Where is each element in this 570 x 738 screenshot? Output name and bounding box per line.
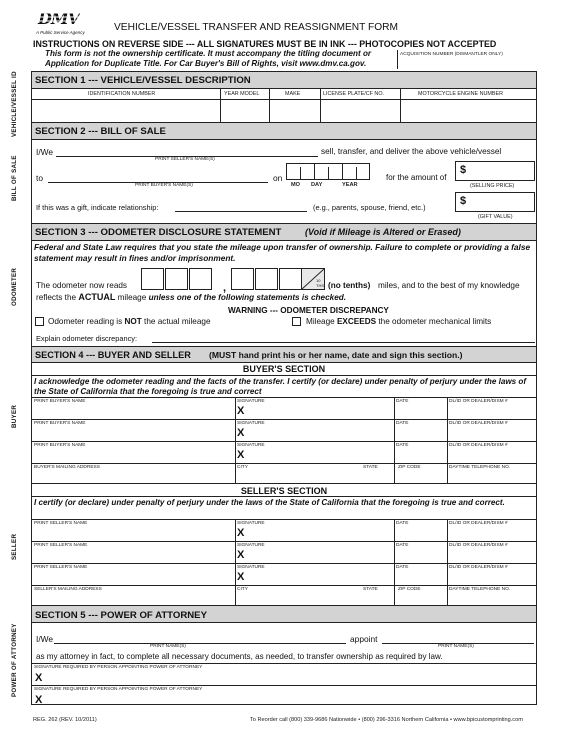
appoint-label: appoint bbox=[350, 634, 378, 644]
odometer-not-actual-checkbox[interactable] bbox=[35, 317, 44, 326]
section2-title: SECTION 2 --- BILL OF SALE bbox=[35, 126, 166, 137]
date-label: DATE bbox=[396, 399, 409, 404]
buyer-row-1 bbox=[31, 397, 537, 419]
form-title: VEHICLE/VESSEL TRANSFER AND REASSIGNMENT FORM bbox=[114, 22, 398, 33]
gift-relationship-line[interactable] bbox=[175, 211, 307, 212]
signature-x-mark: X bbox=[237, 427, 245, 439]
state-label: STATE bbox=[363, 465, 378, 470]
date-day-label: DAY bbox=[311, 182, 323, 188]
reorder-text: To Reorder call (800) 339-9686 Nationwide • (800) 296-3316 Northern California • www.bpicustomprinting.com bbox=[250, 717, 523, 723]
signature-x-mark: X bbox=[237, 449, 245, 461]
odometer-warning: WARNING --- ODOMETER DISCREPANCY bbox=[228, 306, 389, 315]
no-tenths-label: (no tenths) bbox=[328, 281, 371, 290]
signature-x-mark: X bbox=[237, 571, 245, 583]
section4-title-note: (MUST hand print his or her name, date and sign this section.) bbox=[209, 350, 463, 360]
print-buyer-name-label: PRINT BUYER'S NAME bbox=[34, 421, 86, 426]
dl-id-label: DL/ID OR DEALER/DISM # bbox=[449, 565, 508, 570]
i-we-label: I/We bbox=[36, 147, 54, 157]
col-make: MAKE bbox=[285, 91, 301, 97]
odometer-digits[interactable]: , bbox=[141, 268, 325, 290]
print-buyer-name-label: PRINT BUYER'S NAME bbox=[34, 399, 86, 404]
opt2-exceeds: EXCEEDS bbox=[336, 317, 377, 326]
seller-row-1 bbox=[31, 519, 537, 541]
license-plate-field[interactable] bbox=[321, 100, 399, 121]
buyers-section-heading: BUYER'S SECTION bbox=[242, 364, 326, 374]
col-identification-number: IDENTIFICATION NUMBER bbox=[88, 91, 156, 97]
dmv-logo-mark bbox=[36, 10, 88, 26]
logo-text: DMV bbox=[38, 10, 79, 26]
section3-title: SECTION 3 --- ODOMETER DISCLOSURE STATEMENT bbox=[35, 227, 282, 238]
note-line-2: Application for Duplicate Title. For Car Buyer's Bill of Rights, visit www.dmv.ca.gov. bbox=[45, 59, 367, 68]
side-label-seller: SELLER bbox=[11, 533, 18, 560]
zip-label: ZIP CODE bbox=[398, 465, 421, 470]
signature-x-mark: X bbox=[237, 527, 245, 539]
to-label: to bbox=[36, 173, 43, 183]
seller-row-2 bbox=[31, 541, 537, 563]
col-motorcycle-engine: MOTORCYCLE ENGINE NUMBER bbox=[418, 91, 503, 97]
date-label: DATE bbox=[396, 521, 409, 526]
print-seller-name-label: PRINT SELLER'S NAME bbox=[34, 565, 88, 570]
gift-value-dollar: $ bbox=[460, 195, 467, 207]
signature-x-mark: X bbox=[237, 549, 245, 561]
buyer-address-row bbox=[31, 463, 537, 483]
poa-signature-field-1[interactable] bbox=[47, 671, 535, 685]
logo-tagline: A Public Service Agency bbox=[36, 30, 85, 35]
instructions-line: INSTRUCTIONS ON REVERSE SIDE --- ALL SIGNATURES MUST BE IN INK --- PHOTOCOPIES NOT ACCEPTED bbox=[33, 39, 497, 49]
appointee-print-names-label: PRINT NAME(S) bbox=[438, 644, 474, 649]
poa-signature-x-mark-2: X bbox=[35, 694, 43, 706]
miles-knowledge-text: miles, and to the best of my knowledge bbox=[378, 281, 520, 290]
signature-label: SIGNATURE bbox=[237, 443, 265, 448]
sell-transfer-text: sell, transfer, and deliver the above vehicle/vessel bbox=[321, 147, 502, 156]
buyer-row-3 bbox=[31, 441, 537, 463]
buyers-certification-text: I acknowledge the odometer reading and the facts of the transfer. I certify (or declare) under penalty of perjury under the laws of the State of California that the foregoing is true and correct bbox=[34, 377, 527, 396]
date-label: DATE bbox=[396, 543, 409, 548]
poa-names-line[interactable] bbox=[54, 643, 346, 644]
engine-number-field[interactable] bbox=[401, 100, 536, 121]
side-label-buyer: BUYER bbox=[11, 404, 18, 428]
mileage-exceeds-checkbox[interactable] bbox=[292, 317, 301, 326]
date-mo-label: MO bbox=[291, 182, 301, 188]
acquisition-number-label: ACQUISITION NUMBER (DISMANTLER ONLY) bbox=[400, 52, 503, 57]
poa-signature-label-1: SIGNATURE REQUIRED BY PERSON APPOINTING POWER OF ATTORNEY bbox=[34, 665, 203, 670]
section5-title: SECTION 5 --- POWER OF ATTORNEY bbox=[35, 610, 207, 621]
odometer-reads-label: The odometer now reads bbox=[36, 281, 128, 290]
print-buyers-names-label: PRINT BUYER'S NAME(S) bbox=[135, 183, 193, 188]
poa-i-we-label: I/We bbox=[36, 634, 54, 644]
selling-price-dollar: $ bbox=[460, 164, 467, 176]
zip-label: ZIP CODE bbox=[398, 587, 421, 592]
dl-id-label: DL/ID OR DEALER/DISM # bbox=[449, 521, 508, 526]
gift-examples-label: (e.g., parents, spouse, friend, etc.) bbox=[313, 203, 426, 212]
selling-price-field[interactable] bbox=[455, 161, 535, 181]
side-label-bill-of-sale: BILL OF SALE bbox=[11, 155, 18, 201]
make-field[interactable] bbox=[270, 100, 319, 121]
print-buyer-name-label: PRINT BUYER'S NAME bbox=[34, 443, 86, 448]
section1-title: SECTION 1 --- VEHICLE/VESSEL DESCRIPTION bbox=[35, 75, 251, 86]
amount-of-label: for the amount of bbox=[386, 173, 447, 182]
selling-price-label: (SELLING PRICE) bbox=[470, 183, 515, 189]
print-seller-name-label: PRINT SELLER'S NAME bbox=[34, 521, 88, 526]
reflects-prefix: reflects the bbox=[36, 293, 77, 302]
dl-id-label: DL/ID OR DEALER/DISM # bbox=[449, 543, 508, 548]
print-seller-name-label: PRINT SELLER'S NAME bbox=[34, 543, 88, 548]
date-label: DATE bbox=[396, 443, 409, 448]
actual-word: ACTUAL bbox=[78, 292, 116, 302]
signature-label: SIGNATURE bbox=[237, 399, 265, 404]
tenths-box bbox=[301, 268, 325, 290]
side-label-poa: POWER OF ATTORNEY bbox=[11, 623, 18, 697]
buyer-row-2 bbox=[31, 419, 537, 441]
sellers-certification-text: I certify (or declare) under penalty of perjury under the laws of the State of California that the foregoing is true and correct. bbox=[34, 498, 505, 507]
date-year-label: YEAR bbox=[342, 182, 358, 188]
col-year-model: YEAR MODEL bbox=[224, 91, 260, 97]
signature-label: SIGNATURE bbox=[237, 565, 265, 570]
dmv-logo bbox=[36, 10, 88, 35]
print-sellers-names-label: PRINT SELLER'S NAME(S) bbox=[155, 157, 215, 162]
gift-value-label: (GIFT VALUE) bbox=[478, 214, 513, 220]
federal-law-text: Federal and State Law requires that you state the mileage upon transfer of ownership. Failure to complete or providing a false statement may result in fines and/or imprisonment. bbox=[34, 242, 531, 263]
side-label-vehicle: VEHICLE/VESSEL ID bbox=[11, 71, 18, 137]
poa-signature-field-2[interactable] bbox=[47, 693, 535, 704]
gift-value-field[interactable] bbox=[455, 192, 535, 212]
city-label: CITY bbox=[237, 587, 248, 592]
col-license-plate: LICENSE PLATE/CF NO. bbox=[323, 91, 385, 97]
mileage-exceeds-label bbox=[306, 317, 491, 326]
sellers-section-heading: SELLER'S SECTION bbox=[240, 486, 328, 496]
odometer-not-actual-label bbox=[48, 317, 211, 326]
gift-relationship-label: If this was a gift, indicate relationship: bbox=[36, 203, 159, 212]
mileage-word: mileage bbox=[117, 293, 147, 302]
seller-address-row bbox=[31, 585, 537, 605]
tenths-label: 10 THS bbox=[316, 278, 324, 288]
poa-print-names-label: PRINT NAME(S) bbox=[150, 644, 186, 649]
phone-label: DAYTIME TELEPHONE NO. bbox=[449, 465, 511, 470]
signature-label: SIGNATURE bbox=[237, 543, 265, 548]
on-label: on bbox=[273, 173, 283, 183]
note-line-1: This form is not the ownership certificate. It must accompany the titling document or bbox=[45, 49, 372, 58]
dl-id-label: DL/ID OR DEALER/DISM # bbox=[449, 399, 508, 404]
opt1-not: NOT bbox=[124, 317, 142, 326]
poa-signature-label-2: SIGNATURE REQUIRED BY PERSON APPOINTING POWER OF ATTORNEY bbox=[34, 687, 203, 692]
dl-id-label: DL/ID OR DEALER/DISM # bbox=[449, 421, 508, 426]
phone-label: DAYTIME TELEPHONE NO. bbox=[449, 587, 511, 592]
reflects-actual-line bbox=[36, 292, 346, 302]
year-model-field[interactable] bbox=[221, 100, 268, 121]
date-label: DATE bbox=[396, 421, 409, 426]
date-label: DATE bbox=[396, 565, 409, 570]
seller-address-label: SELLER'S MAILING ADDRESS bbox=[34, 587, 102, 592]
attorney-in-fact-text: as my attorney in fact, to complete all necessary documents, as needed, to transfer ownership as required by law. bbox=[36, 652, 443, 661]
explain-discrepancy-label: Explain odometer discrepancy: bbox=[36, 334, 138, 343]
side-label-odometer: ODOMETER bbox=[11, 267, 18, 306]
section3-title-note: (Void if Mileage is Altered or Erased) bbox=[305, 227, 461, 237]
signature-label: SIGNATURE bbox=[237, 521, 265, 526]
buyer-address-label: BUYER'S MAILING ADDRESS bbox=[34, 465, 100, 470]
signature-x-mark: X bbox=[237, 405, 245, 417]
city-label: CITY bbox=[237, 465, 248, 470]
reflects-suffix: unless one of the following statements is checked. bbox=[148, 293, 347, 302]
vin-field[interactable] bbox=[32, 100, 219, 121]
form-number: REG. 262 (REV. 10/2011) bbox=[33, 717, 97, 723]
dl-id-label: DL/ID OR DEALER/DISM # bbox=[449, 443, 508, 448]
section4-title: SECTION 4 --- BUYER AND SELLER bbox=[35, 350, 191, 360]
signature-label: SIGNATURE bbox=[237, 421, 265, 426]
opt2-suffix: the odometer mechanical limits bbox=[378, 317, 492, 326]
explain-discrepancy-line[interactable] bbox=[152, 342, 535, 343]
poa-signature-x-mark-1: X bbox=[35, 672, 43, 684]
opt1-prefix: Odometer reading is bbox=[48, 317, 123, 326]
opt1-suffix: the actual mileage bbox=[144, 317, 211, 326]
seller-row-3 bbox=[31, 563, 537, 585]
state-label: STATE bbox=[363, 587, 378, 592]
opt2-prefix: Mileage bbox=[306, 317, 335, 326]
